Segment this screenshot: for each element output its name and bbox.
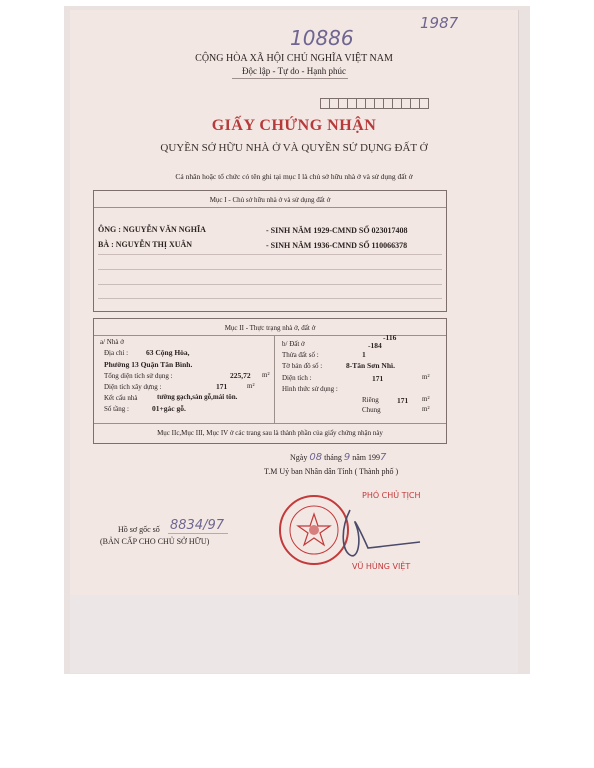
map-value: 8-Tân Sơn Nhì. [346, 361, 395, 370]
section-property-footer-rule [94, 423, 446, 424]
section-owners-box [93, 190, 447, 312]
ownership-note: Cá nhân hoặc tổ chức có tên ghi tại mục I là chủ sở hữu nhà ở và sử dụng đất ở [175, 172, 413, 181]
owner-rule [98, 269, 442, 270]
file-number-label: Hồ sơ gốc số [118, 525, 160, 534]
private-use-label: Riêng [362, 396, 379, 404]
land-use-label: Hình thức sử dụng : [282, 385, 338, 393]
issue-date [290, 452, 386, 463]
floors-value: 01+gác gỗ. [152, 404, 186, 413]
private-use-value: 171 [397, 396, 409, 405]
land-area-value: 171 [372, 374, 384, 383]
land-label: b/ Đất ở [282, 340, 305, 348]
owner-rule [98, 284, 442, 285]
plot-value: 1 [362, 350, 366, 359]
handwritten-year: 1987 [420, 14, 459, 32]
address-value-2: Phường 13 Quận Tân Bình. [104, 360, 193, 369]
map-label: Tờ bản đồ số : [282, 362, 323, 370]
owner-rule [98, 254, 442, 255]
plot-label: Thửa đất số : [282, 351, 319, 359]
section-owners-divider [94, 207, 446, 208]
land-area-unit: m² [422, 373, 430, 381]
section-property-heading: Mục II - Thực trạng nhà ở, đất ở [224, 324, 316, 332]
issuing-authority: T.M Uỷ ban Nhân dân Tỉnh ( Thành phố ) [264, 467, 399, 476]
house-label: a/ Nhà ở [100, 338, 124, 346]
owner-rule [98, 298, 442, 299]
serial-number-cells [320, 96, 428, 114]
land-code: -184 [368, 341, 382, 350]
section-footer-note: Mục IIc,Mục III, Mục IV ở các trang sau là thành phần của giấy chứng nhận này [157, 429, 383, 437]
owner-2-name: BÀ : NGUYỄN THỊ XUÂN [98, 240, 193, 249]
floors-label: Số tầng : [104, 405, 129, 413]
owner-1-info: - SINH NĂM 1929-CMND SỐ 023017408 [266, 226, 408, 235]
date-year-digit: 7 [380, 452, 387, 463]
file-number-underline [168, 533, 228, 534]
building-area-unit: m² [247, 382, 255, 390]
address-label: Địa chỉ : [104, 349, 129, 357]
year-prefix: năm 199 [352, 453, 380, 462]
address-value-1: 63 Cộng Hòa, [146, 348, 190, 357]
document-subtitle: QUYỀN SỞ HỮU NHÀ Ở VÀ QUYỀN SỬ DỤNG ĐẤT Ở [160, 142, 428, 154]
date-prefix: Ngày [290, 453, 308, 462]
date-month: 9 [343, 452, 351, 463]
owner-2-info: - SINH NĂM 1936-CMND SỐ 110066378 [266, 241, 408, 250]
signature-mark [320, 500, 430, 570]
scan-margin [70, 595, 518, 673]
total-area-label: Tổng diện tích sử dụng : [104, 372, 173, 380]
total-area-unit: m² [262, 371, 270, 379]
owner-1-name: ÔNG : NGUYỄN VĂN NGHĨA [98, 225, 206, 234]
republic-heading: CỘNG HÒA XÃ HỘI CHỦ NGHĨA VIỆT NAM [195, 53, 393, 64]
structure-value: tường gạch,sàn gỗ,mái tôn. [157, 393, 238, 401]
month-prefix: tháng [324, 453, 342, 462]
date-day: 08 [309, 452, 323, 463]
private-use-unit: m² [422, 395, 430, 403]
shared-use-label: Chung [362, 406, 381, 414]
handwritten-number: 10886 [290, 26, 354, 50]
total-area-value: 225,72 [230, 371, 251, 380]
structure-label: Kết cấu nhà [104, 394, 138, 402]
signer-position: PHÓ CHỦ TỊCH [362, 491, 421, 500]
document-title: GIẤY CHỨNG NHẬN [211, 117, 377, 134]
land-area-label: Diện tích : [282, 374, 312, 382]
land-code-top: -116 [383, 333, 397, 342]
file-number: 8834/97 [170, 518, 225, 533]
section-owners-heading: Mục I - Chủ sở hữu nhà ở và sử dụng đất ở [209, 196, 331, 204]
building-area-label: Diện tích xây dựng : [104, 383, 162, 391]
copy-note: (BẢN CẤP CHO CHỦ SỞ HỮU) [100, 537, 210, 546]
section-property-split [274, 335, 275, 423]
shared-use-unit: m² [422, 405, 430, 413]
building-area-value: 171 [216, 382, 228, 391]
motto: Độc lập - Tự do - Hạnh phúc [242, 66, 346, 76]
motto-underline [232, 78, 348, 79]
signer-name: VŨ HÙNG VIỆT [352, 562, 411, 571]
